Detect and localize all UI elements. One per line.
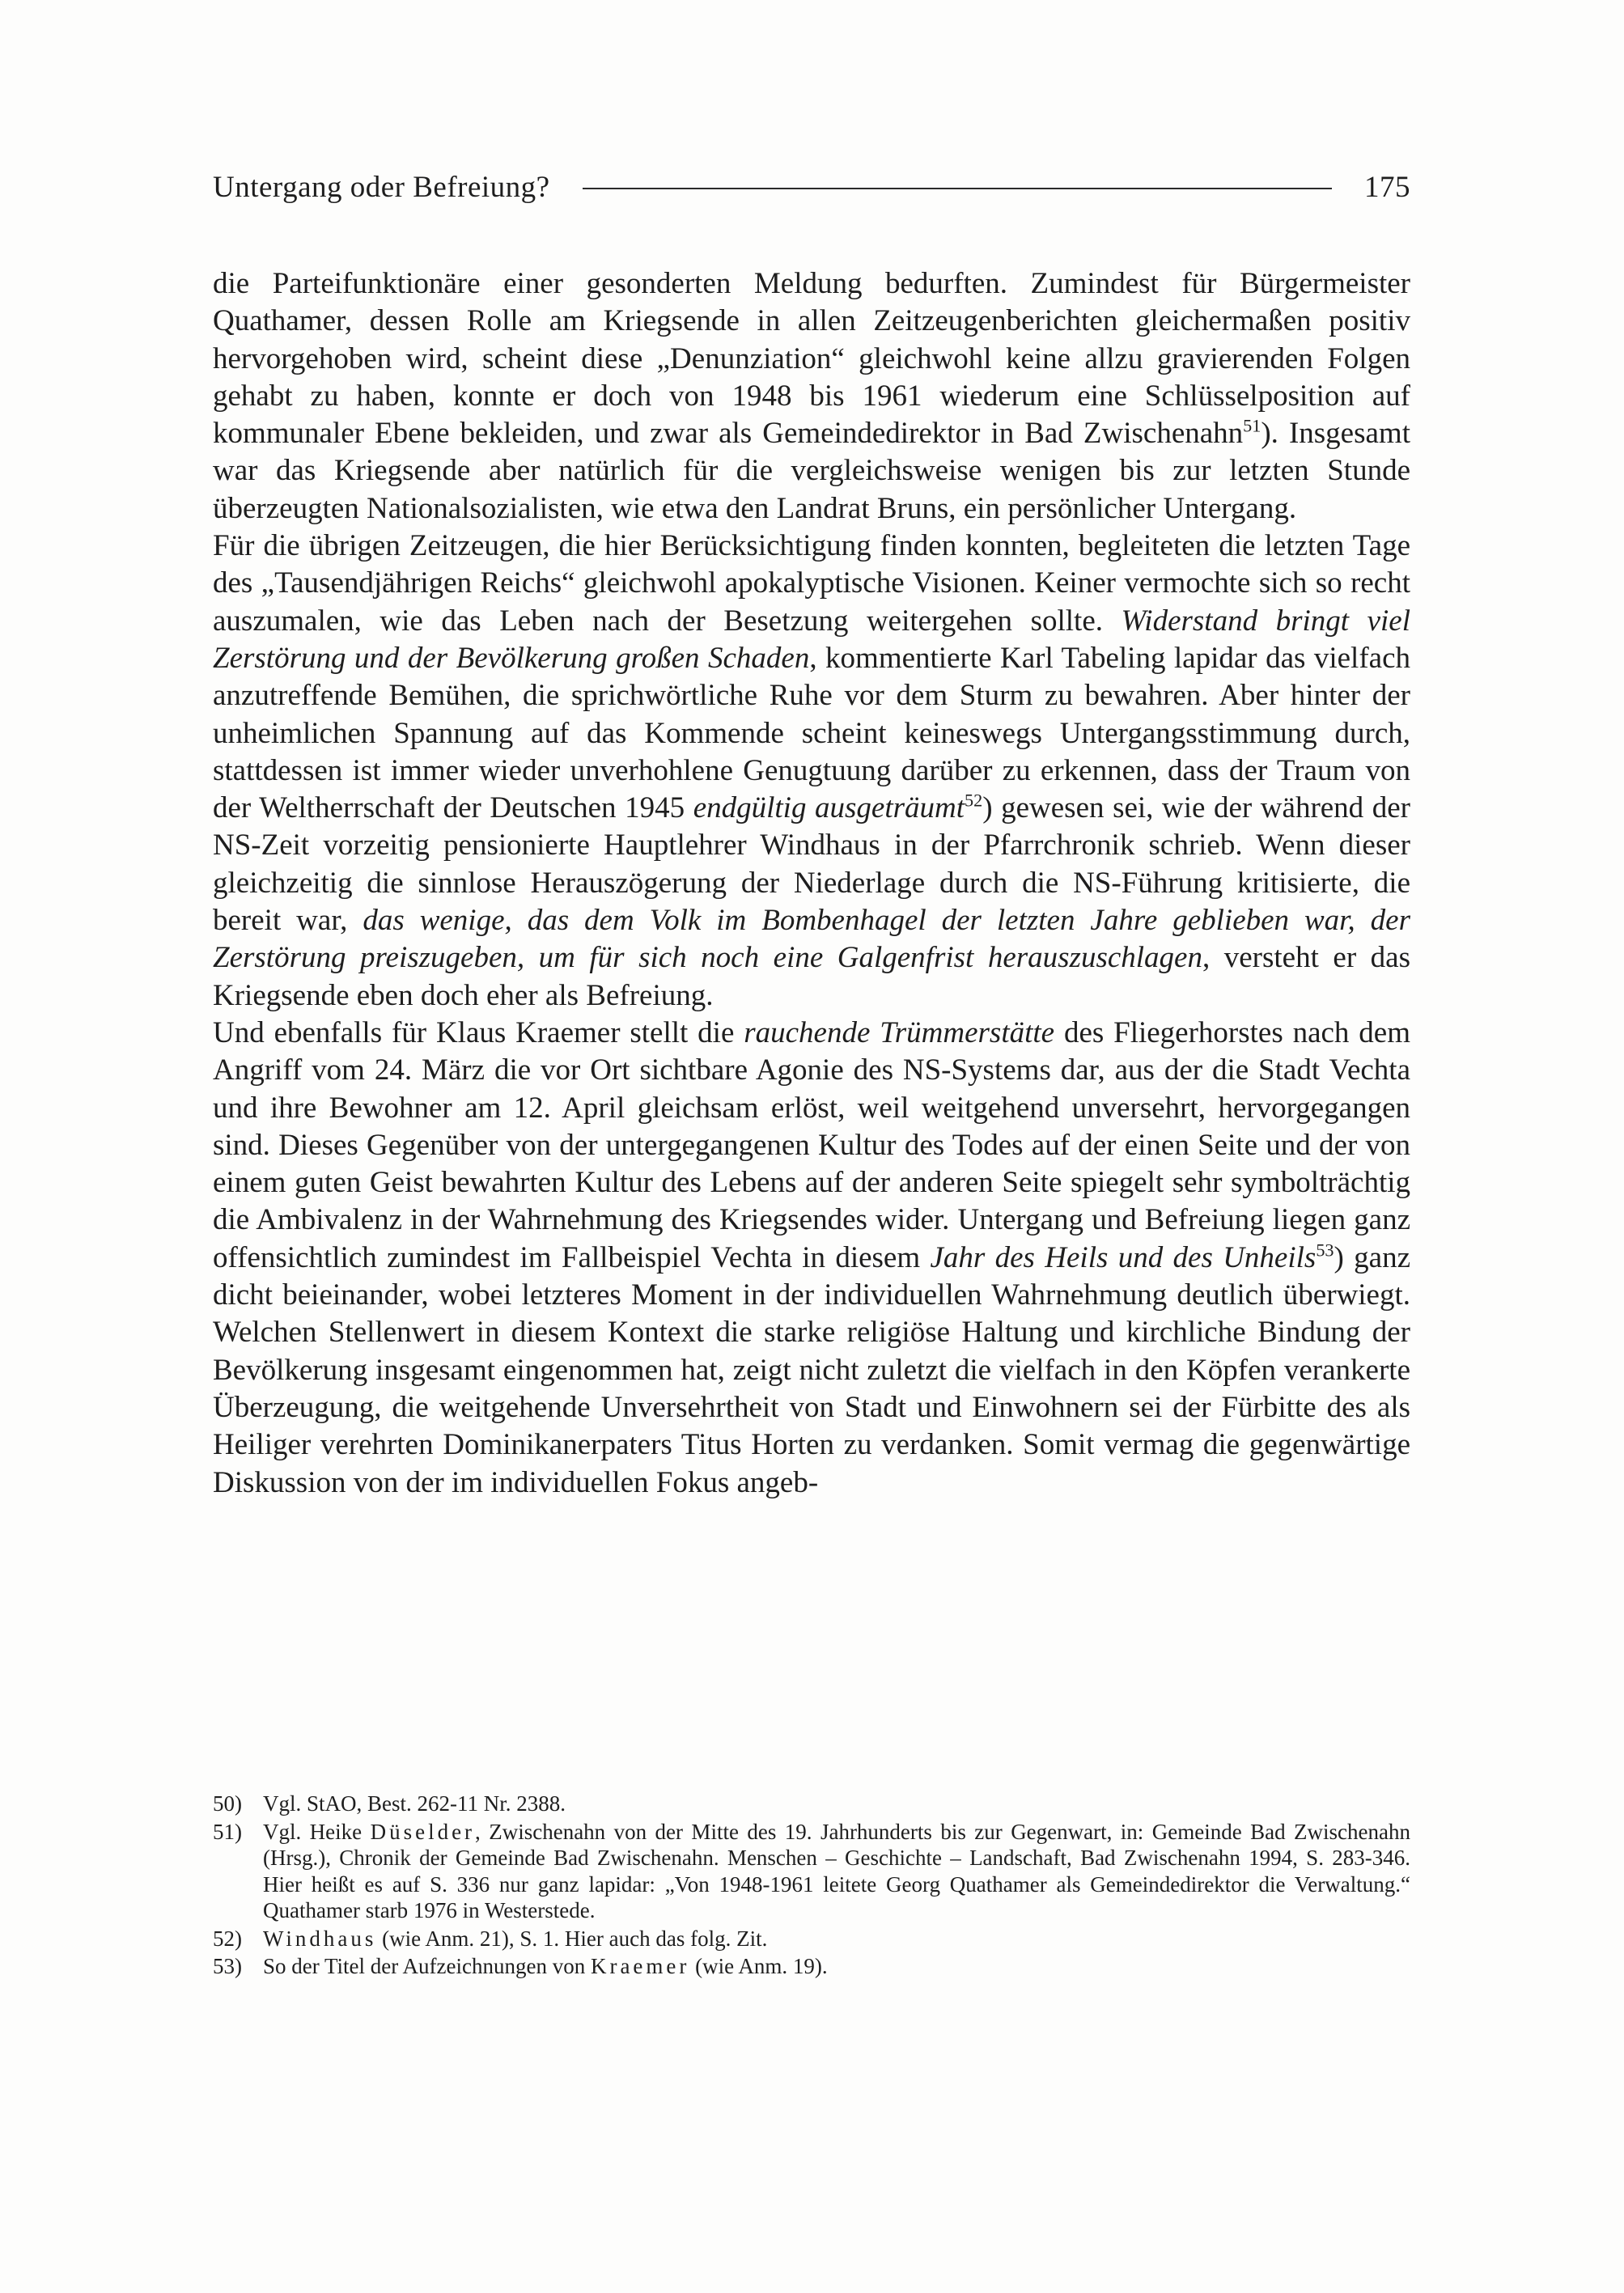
author-name: Windhaus [263,1926,377,1951]
running-head-rule [583,188,1332,189]
footnote-text [263,1791,1410,1817]
text-run: des Fliegerhorstes nach dem Angriff vom 24. März die vor Ort sichtbare Agonie des NS-Systems dar, aus der die Stadt Vechta und ihre Bewohner am 12. April gleichsam erlöst, weil weitgehend unversehrt, hervorgegangen sind. Dieses Gegenüber von der untergegangenen Kultur des Todes auf der einen Seite und der von einem guten Geist bewahrten Kultur des Lebens auf der anderen Seite spiegelt sehr symbolträchtig die Ambivalenz in der Wahrnehmung des Kriegsendes wider. Untergang und Befreiung liegen ganz offensichtlich zumindest im Fallbeispiel Vechta in diesem [213,1015,1410,1274]
text-run: die Parteifunktionäre einer gesonderten Meldung bedurften. Zumindest für Bürgermeister Quathamer, dessen Rolle am Kriegsende in allen Zeitzeugenberichten gleichermaßen positiv hervorgehoben wird, scheint diese „Denunziation“ gleichwohl keine allzu gravierenden Folgen gehabt zu haben, konnte er doch von 1948 bis 1961 wiederum eine Schlüsselposition auf kommunaler Ebene bekleiden, und zwar als Gemeindedirektor in Bad Zwischenahn [213,267,1410,451]
footnote-text [263,1926,1410,1952]
quote-italic: Widerstand bringt viel Zerstörung und der Bevölkerung großen Schaden [213,604,1410,675]
footnote-text [263,1819,1410,1924]
running-head-title: Untergang oder Befreiung? [213,170,550,204]
author-name: Kraemer [590,1954,690,1978]
quote-italic: das wenige, das dem Volk im Bombenhagel der letzten Jahre geblieben war, der Zerstörung preiszugeben, um für sich noch eine Galgenfrist herauszuschlagen [213,904,1410,975]
paragraph-3 [213,1015,1410,1502]
footnote-ref-52: 52 [965,790,983,811]
text-run: , kommentierte Karl Tabeling lapidar das vielfach anzutreffende Bemühen, die sprichwörtliche Ruhe vor dem Sturm zu bewahren. Aber hinter der unheimlichen Spannung auf das Kommende scheint keineswegs Untergangsstimmung durch, stattdessen ist immer wieder unverhohlene Genugtuung darüber zu erkennen, dass der Traum von der Weltherrschaft der Deutschen 1945 [213,641,1411,825]
text-run: Für die übrigen Zeitzeugen, die hier Berücksichtigung finden konnten, begleiteten die letzten Tage des „Tausendjährigen Reichs“ gleichwohl apokalyptische Visionen. Keiner vermochte sich so recht auszumalen, wie das Leben nach der Besetzung weitergehen sollte. [213,529,1410,638]
paragraph-2 [213,528,1410,1015]
text-run: So der Titel der Aufzeichnungen von [263,1954,591,1978]
footnote-53 [213,1953,1410,1980]
text-run: ). Insgesamt war das Kriegsende aber natürlich für die vergleichsweise wenigen bis zur letzten Stunde überzeugten Nationalsozialisten, wie etwa den Landrat Bruns, ein persönlicher Untergang. [213,417,1410,525]
text-run: Und ebenfalls für Klaus Kraemer stellt die [213,1015,744,1049]
text-run: Vgl. Heike [263,1819,371,1844]
text-run: , versteht er das Kriegsende eben doch eher als Befreiung. [213,941,1410,1012]
text-run: ) gewesen sei, wie der während der NS-Zeit vorzeitig pensionierte Hauptlehrer Windhaus in der Pfarrchronik schrieb. Wenn dieser gleichzeitig die sinnlose Herauszögerung der Niederlage durch die NS-Führung kritisierte, die bereit war, [213,791,1410,938]
quote-italic: Jahr des Heils und des Unheils [930,1240,1317,1274]
quote-italic: endgültig ausgeträumt [693,791,965,825]
footnote-number: 51) [213,1819,242,1844]
footnote-text [263,1953,1410,1980]
footnote-ref-51: 51 [1243,415,1261,436]
footnote-number: 50) [213,1791,242,1816]
author-name: Düselder [370,1819,476,1844]
main-text [213,265,1410,1502]
text-run: ) ganz dicht beieinander, wobei letzteres Moment in der individuellen Wahrnehmung deutlich überwiegt. Welchen Stellenwert in diesem Kontext die starke religiöse Haltung und kirchliche Bindung der Bevölkerung insgesamt eingenommen hat, zeigt nicht zuletzt die vielfach in den Köpfen verankerte Überzeugung, die weitgehende Unversehrtheit von Stadt und Einwohnern sei der Fürbitte des als Heiliger verehrten Dominikanerpaters Titus Horten zu verdanken. Somit vermag die gegenwärtige Diskussion von der im individuellen Fokus angeb- [213,1240,1411,1499]
footnote-50 [213,1791,1410,1817]
footnote-number: 52) [213,1926,242,1951]
footnote-ref-53: 53 [1316,1240,1334,1261]
text-run: (wie Anm. 19). [689,1954,828,1978]
quote-italic: rauchende Trümmerstätte [744,1015,1055,1049]
footnote-51 [213,1819,1410,1924]
page-number: 175 [1364,170,1410,204]
paragraph-1 [213,265,1410,528]
footnotes [213,1791,1410,1981]
running-head [213,164,1410,210]
footnote-52 [213,1926,1410,1952]
footnote-number: 53) [213,1954,242,1978]
text-run: Vgl. StAO, Best. 262-11 Nr. 2388. [263,1791,566,1816]
text-run: (wie Anm. 21), S. 1. Hier auch das folg. Zit. [376,1926,768,1951]
text-run: , Zwischenahn von der Mitte des 19. Jahrhunderts bis zur Gegenwart, in: Gemeinde Bad Zwischenahn (Hrsg.), Chronik der Gemeinde Bad Zwischenahn. Menschen – Geschichte – Landschaft, Bad Zwischenahn 1994, S. 283-346. Hier heißt es auf S. 336 nur ganz lapidar: „Von 1948-1961 leitete Georg Quathamer als Gemeindedirektor die Verwaltung.“ Quathamer starb 1976 in Westerstede. [263,1819,1410,1922]
